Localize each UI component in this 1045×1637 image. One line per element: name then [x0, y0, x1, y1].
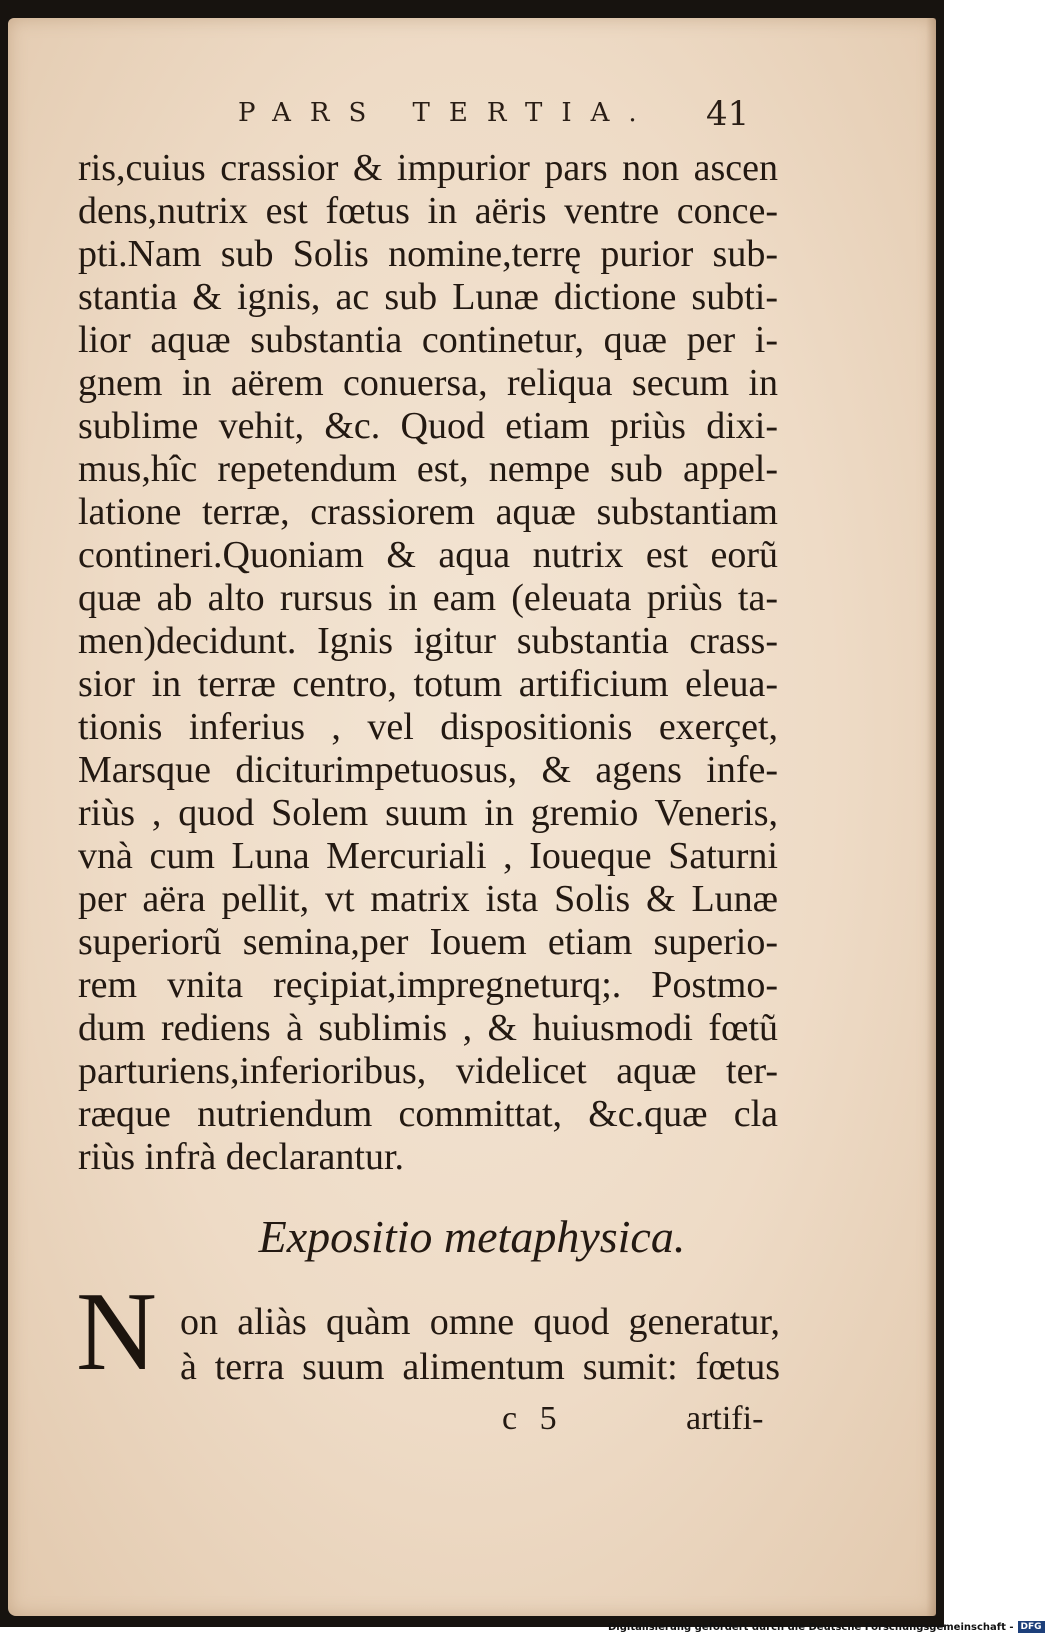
- text-line: riùs , quod Solem suum in gremio Veneris,: [78, 792, 778, 834]
- section-text: [180, 1300, 780, 1390]
- text-line: contineri.Quoniam & aqua nutrix est eorũ: [78, 534, 778, 576]
- body-text: [78, 147, 778, 1179]
- text-line: lior aquæ substantia continetur, quæ per i-: [78, 319, 778, 361]
- text-line: superiorũ semina,per Iouem etiam superio-: [78, 921, 778, 963]
- text-line: à terra suum alimentum sumit: fœtus: [180, 1346, 780, 1388]
- drop-cap-initial: N: [76, 1270, 157, 1394]
- text-line: tionis inferius , vel dispositionis exerçet,: [78, 706, 778, 748]
- section-heading: Expositio metaphysica.: [258, 1211, 686, 1262]
- text-line: quæ ab alto rursus in eam (eleuata priùs ta-: [78, 577, 778, 619]
- book-page: [8, 18, 936, 1616]
- text-line: per aëra pellit, vt matrix ista Solis & Lunæ: [78, 878, 778, 920]
- signature-mark: c 5: [502, 1400, 557, 1437]
- digitization-credit: [608, 1621, 1045, 1633]
- text-line: latione terræ, crassiorem aquæ substantiam: [78, 491, 778, 533]
- text-line: vnà cum Luna Mercuriali , Ioueque Saturni: [78, 835, 778, 877]
- text-line: mus,hîc repetendum est, nempe sub appel-: [78, 448, 778, 490]
- text-line: stantia & ignis, ac sub Lunæ dictione subti-: [78, 276, 778, 318]
- text-line: gnem in aërem conuersa, reliqua secum in: [78, 362, 778, 404]
- text-line: dum rediens à sublimis , & huiusmodi fœtũ: [78, 1007, 778, 1049]
- text-line: riùs infrà declarantur.: [78, 1136, 405, 1178]
- dfg-logo: DFG: [1018, 1621, 1045, 1633]
- text-line: men)decidunt. Ignis igitur substantia crass-: [78, 620, 778, 662]
- text-line: sior in terræ centro, totum artificium eleua-: [78, 663, 778, 705]
- text-line: dens,nutrix est fœtus in aëris ventre conce-: [78, 190, 778, 232]
- page-number: 41: [706, 94, 750, 134]
- text-line: pti.Nam sub Solis nomine,terrę purior sub-: [78, 233, 778, 275]
- text-line: Marsque diciturimpetuosus, & agens infe-: [78, 749, 778, 791]
- catchword: artifi-: [686, 1400, 764, 1437]
- text-line: sublime vehit, &c. Quod etiam priùs dixi-: [78, 405, 778, 447]
- page-edge-shadow: [926, 18, 936, 1616]
- text-line: parturiens,inferioribus, videlicet aquæ ter-: [78, 1050, 778, 1092]
- text-line: on aliàs quàm omne quod generatur,: [180, 1301, 780, 1343]
- text-line: ris,cuius crassior & impurior pars non ascen: [78, 147, 778, 189]
- running-head: PARS TERTIA.: [238, 98, 656, 128]
- text-line: ræque nutriendum committat, &c.quæ cla: [78, 1093, 778, 1135]
- text-line: rem vnita reçipiat,impregneturq;. Postmo-: [78, 964, 778, 1006]
- credit-text: Digitalisierung gefördert durch die Deutsche Forschungsgemeinschaft -: [608, 1621, 1014, 1633]
